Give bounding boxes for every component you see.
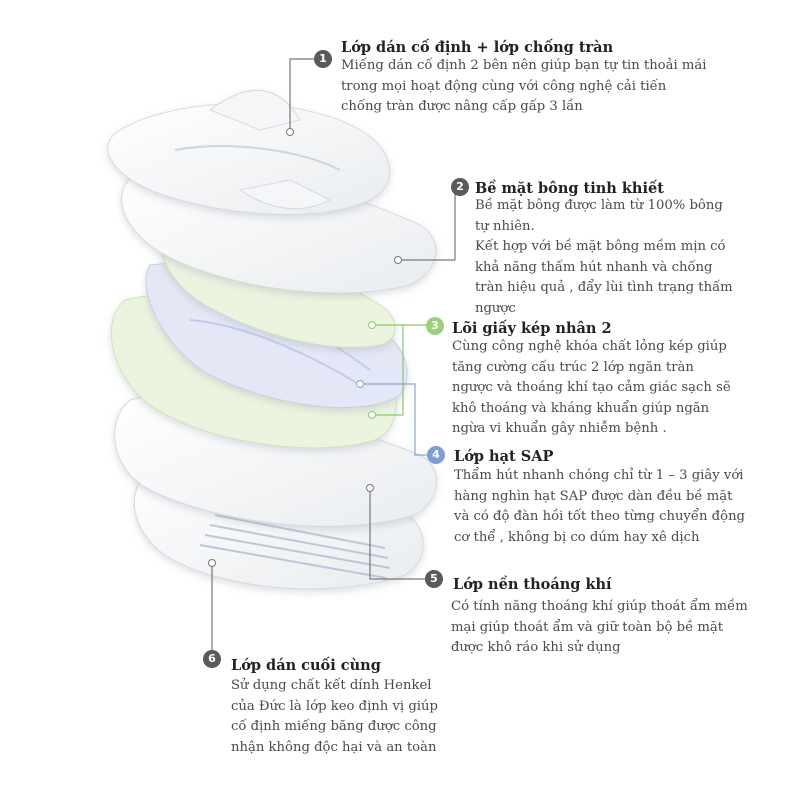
- callout-body: Có tính năng thoáng khí giúp thoát ẩm mềm mại giúp thoát ẩm và giữ toàn bộ bề mặt được khô ráo khi sử dụng: [451, 599, 748, 655]
- number-badge: 2: [451, 178, 469, 196]
- callout-title: Lớp nền thoáng khí: [453, 576, 612, 593]
- callout-body: Bề mặt bông được làm từ 100% bông tự nhiên. Kết hợp với bề mặt bông mềm mịn có khả năng thấm hút nhanh và chống tràn hiệu quả , đẩy lùi tình trạng thấm ngược: [475, 198, 733, 316]
- number-badge: 4: [427, 446, 445, 464]
- callout-body: Miếng dán cố định 2 bên nên giúp bạn tự tin thoải mái trong mọi hoạt động cùng với công nghệ cải tiến chống tràn được nâng cấp gấp 3 lần: [341, 58, 707, 114]
- callout-title: Lớp dán cuối cùng: [231, 657, 381, 674]
- callout-body: Sử dụng chất kết dính Henkel của Đức là lớp keo định vị giúp cố định miếng băng được công nhận không độc hại và an toàn: [231, 678, 438, 755]
- callout-title: Bề mặt bông tinh khiết: [475, 180, 664, 197]
- number-badge: 6: [203, 650, 221, 668]
- number-badge: 5: [425, 570, 443, 588]
- callout-body: Thẩm hút nhanh chóng chỉ từ 1 – 3 giây với hàng nghìn hạt SAP được dàn đều bề mặt và có độ đàn hồi tốt theo từng chuyển động cơ thể , không bị co dúm hay xê dịch: [454, 468, 746, 545]
- callout-title: Lõi giấy kép nhân 2: [452, 320, 612, 337]
- callout-body: Cùng công nghệ khóa chất lỏng kép giúp tăng cường cấu trúc 2 lớp ngăn tràn ngược và thoáng khí tạo cảm giác sạch sẽ khô thoáng và kháng khuẩn giúp ngăn ngừa vi khuẩn gây nhiễm bệnh .: [452, 339, 731, 436]
- number-badge: 3: [426, 317, 444, 335]
- callout-title: Lớp dán cố định + lớp chống tràn: [341, 39, 614, 56]
- number-badge: 1: [314, 50, 332, 68]
- callout-title: Lớp hạt SAP: [454, 448, 554, 465]
